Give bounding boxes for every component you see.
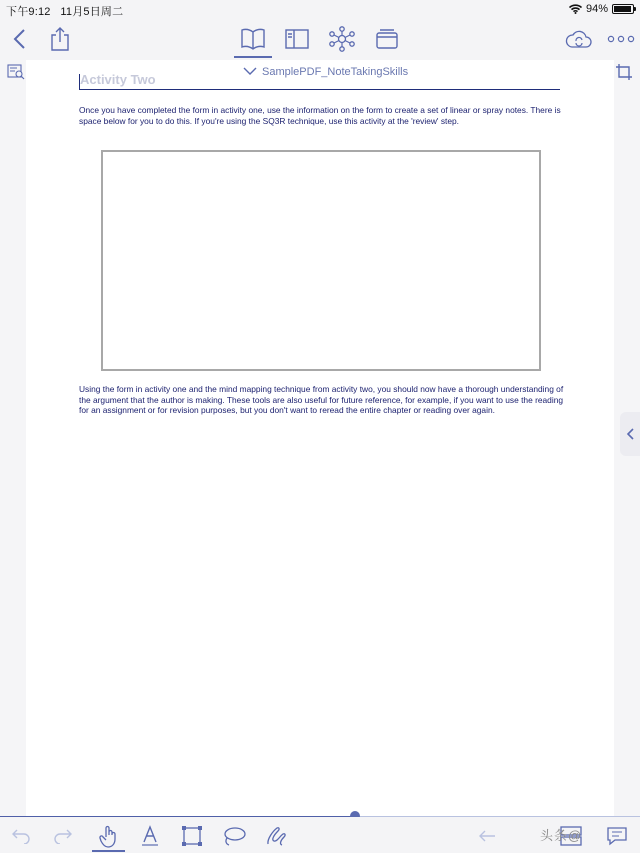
shape-tool-icon[interactable]	[179, 823, 205, 849]
share-icon[interactable]	[45, 24, 75, 54]
lasso-tool-icon[interactable]	[221, 823, 247, 849]
section-heading: Activity Two	[80, 72, 156, 87]
bottom-toolbar	[0, 817, 640, 853]
heading-rule	[80, 89, 560, 90]
page-search-icon[interactable]	[4, 60, 28, 84]
previous-page-icon[interactable]	[474, 823, 500, 849]
battery-fill	[614, 6, 631, 12]
sidebar-layout-icon[interactable]	[282, 24, 312, 54]
top-toolbar	[0, 18, 640, 60]
battery-percent: 94%	[585, 3, 608, 15]
book-view-icon[interactable]	[238, 24, 268, 54]
pen-tool-icon[interactable]	[263, 823, 289, 849]
status-bar	[0, 0, 640, 18]
pdf-page[interactable]	[26, 60, 614, 816]
more-options-icon[interactable]	[606, 24, 636, 54]
wifi-icon	[569, 4, 582, 14]
mind-map-icon[interactable]	[327, 24, 357, 54]
hand-tool-icon[interactable]	[96, 823, 122, 849]
active-tool-indicator	[92, 850, 125, 852]
windows-icon[interactable]	[372, 24, 402, 54]
status-time: 下午9:12	[6, 6, 51, 18]
paragraph-1: Once you have completed the form in activity one, use the information on the form to create a set of linear or spray notes. There is space below for you to do this. If you're using the SQ3R technique, use this activity at the 'review' step.	[79, 105, 561, 126]
chevron-down-icon[interactable]	[243, 67, 257, 76]
watermark-text: 头条@	[540, 828, 583, 843]
paragraph-2: Using the form in activity one and the mind mapping technique from activity two, you should now have a thorough understanding of the argument that the author is making. These tools are also useful for future reference, for example, if you want to use the reading for an assignment or for revision purposes, but you don't want to reread the entire chapter or reading over again.	[79, 384, 564, 416]
chevron-left-icon	[626, 428, 634, 440]
battery-icon	[612, 4, 634, 14]
status-date: 11月5日周二	[60, 6, 124, 18]
file-title-row	[0, 60, 640, 84]
side-panel-toggle[interactable]	[620, 412, 640, 456]
back-icon[interactable]	[4, 24, 34, 54]
comment-icon[interactable]	[604, 823, 630, 849]
file-title[interactable]: SamplePDF_NoteTakingSkills	[262, 66, 409, 78]
redo-icon[interactable]	[50, 823, 76, 849]
text-tool-icon[interactable]	[137, 823, 163, 849]
active-tab-indicator	[234, 56, 272, 58]
notes-answer-box[interactable]	[101, 150, 541, 371]
undo-icon[interactable]	[8, 823, 34, 849]
cloud-sync-icon[interactable]	[564, 24, 594, 54]
crop-icon[interactable]	[612, 60, 636, 84]
